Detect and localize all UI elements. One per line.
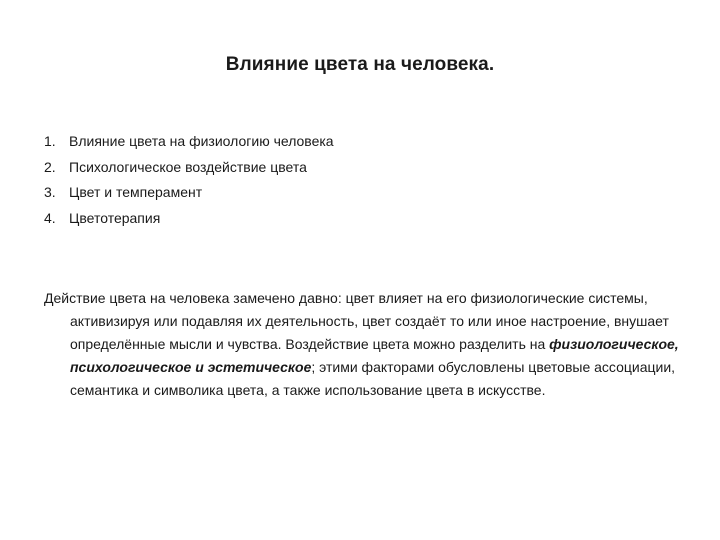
topic-label: Влияние цвета на физиологию человека — [69, 133, 334, 149]
paragraph-text-end: ; этими факторами обусловлены цветовые ассоциации, семантика и символика цвета, а также использование цвета в искусстве. — [70, 359, 676, 398]
topic-number: 4. — [44, 209, 56, 226]
topic-list — [44, 133, 334, 235]
slide-title: Влияние цвета на человека. — [225, 54, 495, 75]
topic-number: 3. — [44, 184, 56, 200]
paragraph-text-start: Действие цвета на человека замечено давно: цвет влияет на его физиологические системы, активизируя или подавляя их деятельность, цвет создаёт то или иное настроение, внушает определённые мысли и чувства. Воздействие цвета можно разделить на — [44, 290, 669, 352]
topic-item — [44, 184, 334, 210]
topic-item — [44, 133, 334, 159]
topic-number: 2. — [44, 158, 56, 175]
topic-label: Психологическое воздействие цвета — [69, 158, 307, 175]
topic-item — [44, 159, 334, 185]
body-paragraph — [44, 287, 710, 402]
paragraph-emphasis: физиологическое, психологическое и эстетическое — [70, 336, 679, 375]
topic-number: 1. — [44, 133, 56, 149]
topic-label: Цветотерапия — [69, 209, 161, 226]
topic-label: Цвет и темперамент — [69, 184, 203, 200]
topic-item — [44, 210, 334, 236]
